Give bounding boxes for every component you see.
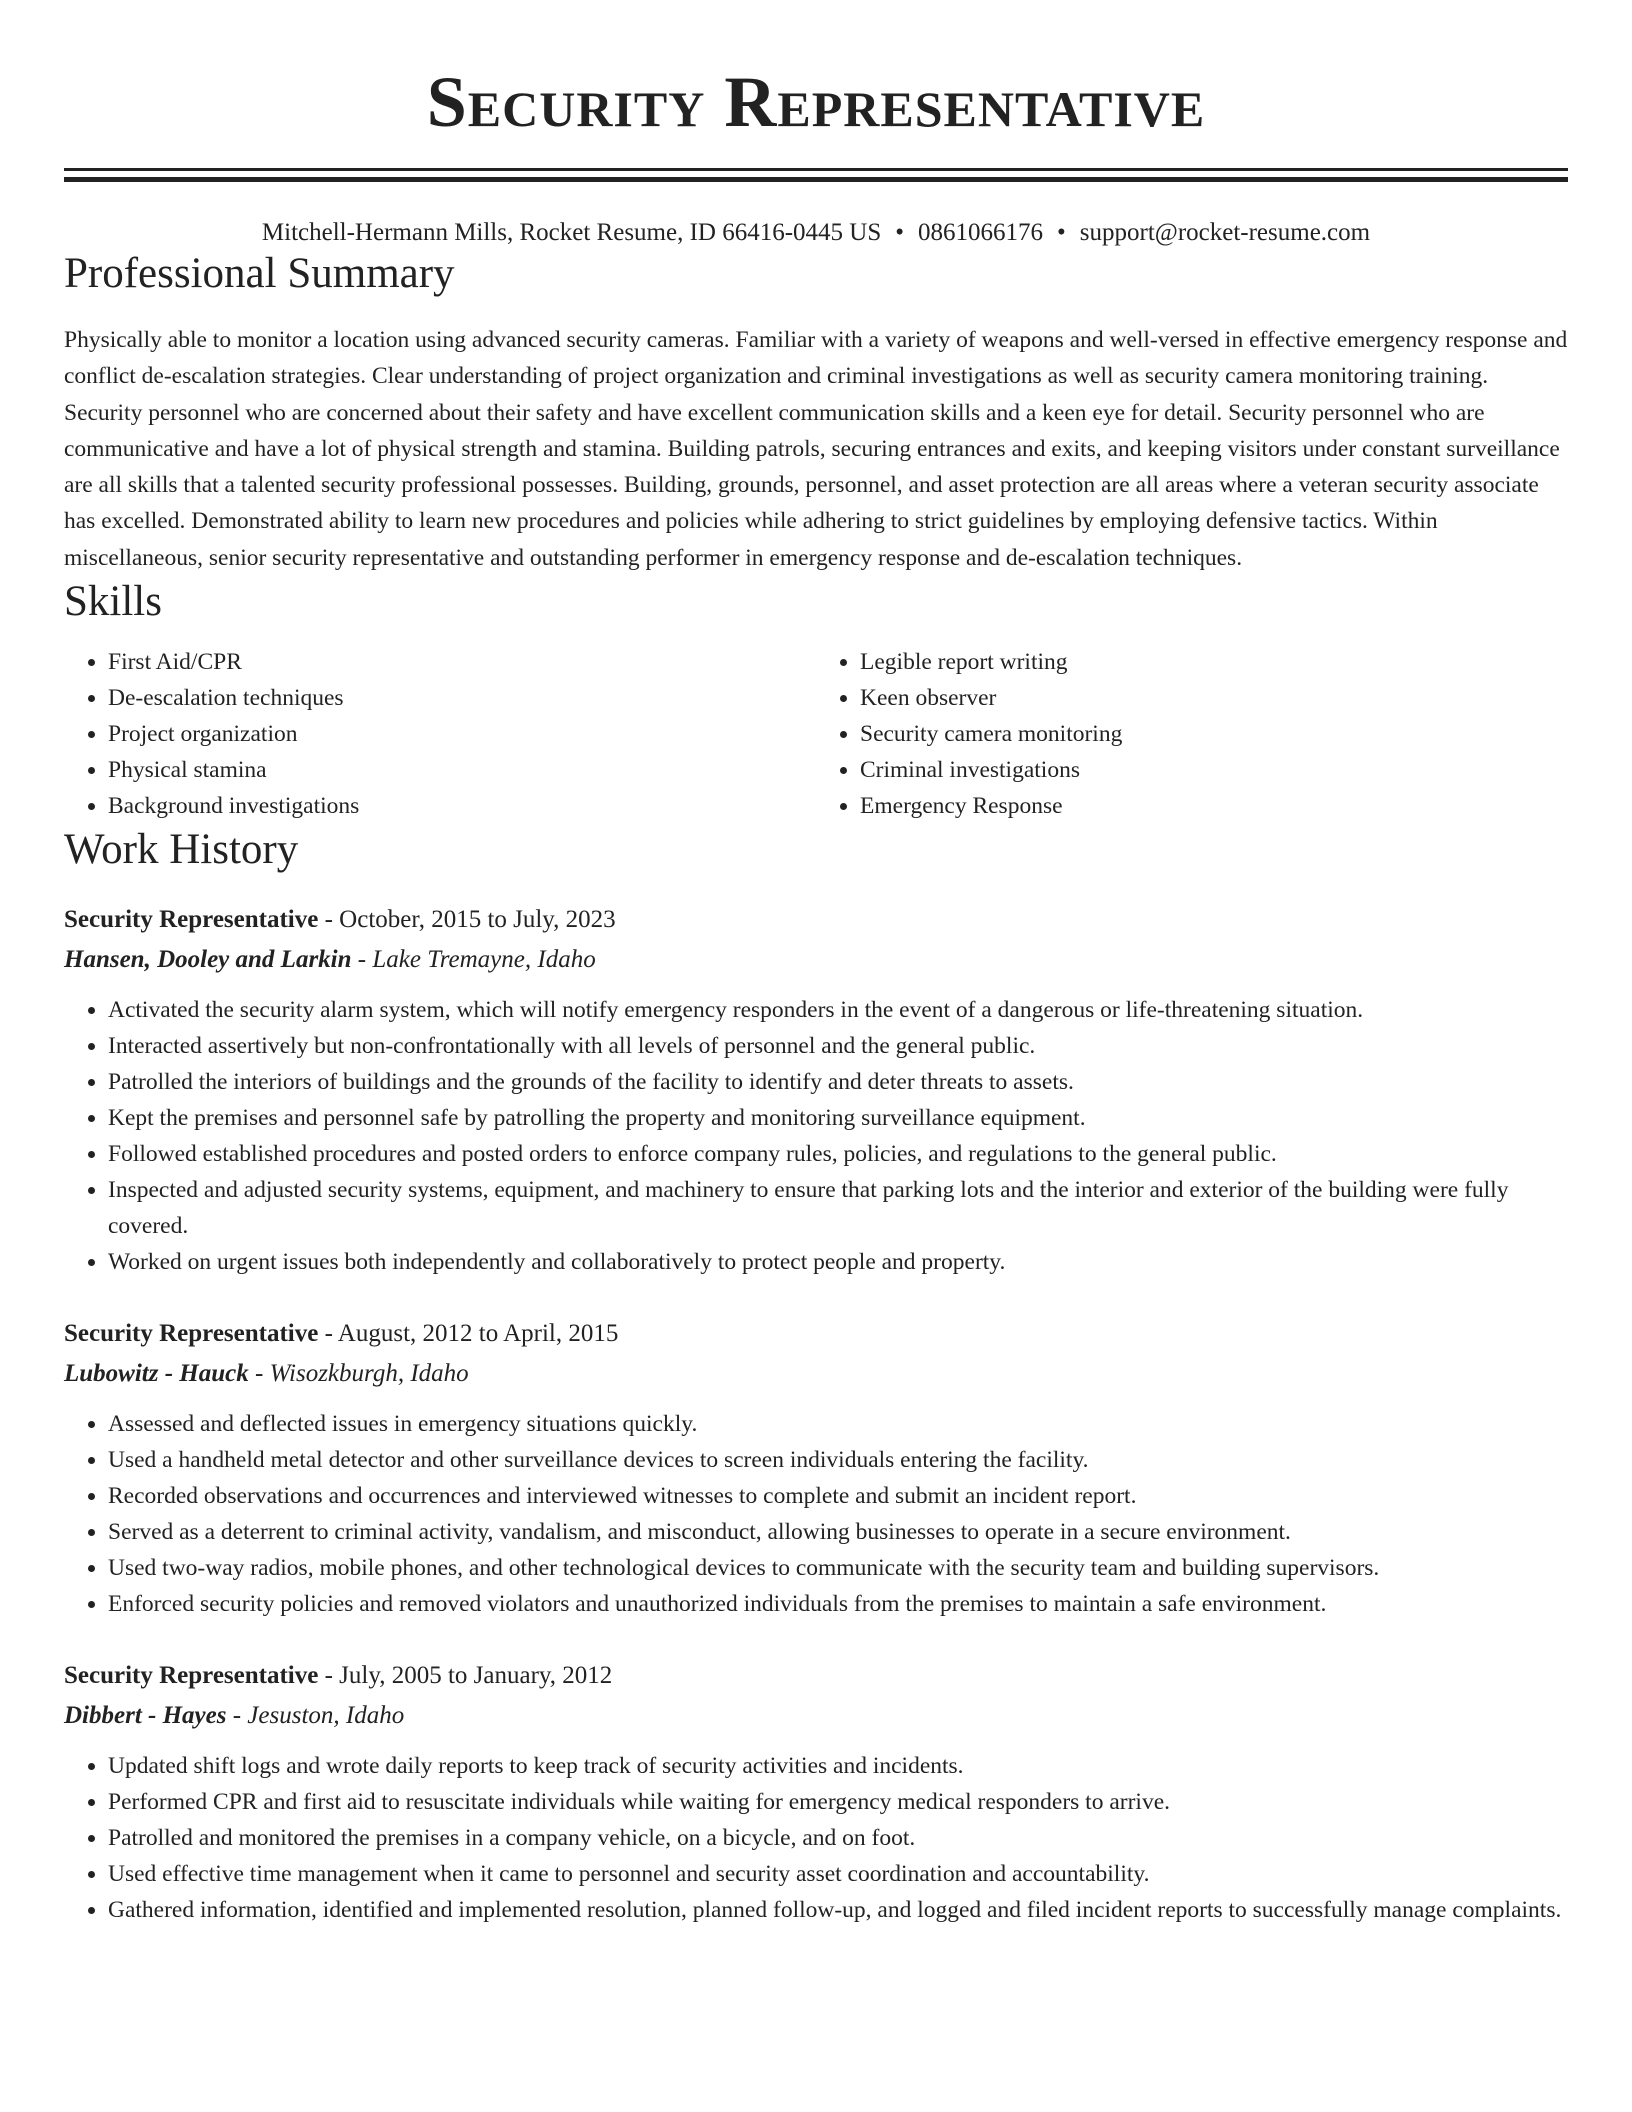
job-dash: - <box>351 946 373 974</box>
contact-line <box>64 218 1568 248</box>
job-company: Lubowitz - Hauck <box>64 1360 249 1388</box>
job-duty-item: • Followed established procedures and posted orders to enforce company rules, policies, and regulations to the general public. <box>108 1136 1568 1172</box>
professional-summary-section <box>64 248 1568 576</box>
job-duty-item: • Recorded observations and occurrences and interviewed witnesses to complete and submit an incident report. <box>108 1478 1568 1514</box>
skills-list-left <box>64 644 816 824</box>
job-entry <box>64 1656 1568 1928</box>
skill-item: • Background investigations <box>108 788 816 824</box>
skills-grid <box>64 644 1568 824</box>
job-duties-list <box>64 992 1568 1280</box>
job-duty-item: • Activated the security alarm system, which will notify emergency responders in the event of a dangerous or life-threatening situation. <box>108 992 1568 1028</box>
job-duty-item: • Inspected and adjusted security systems, equipment, and machinery to ensure that parking lots and the interior and exterior of the building were fully covered. <box>108 1172 1568 1244</box>
contact-address: Mitchell-Hermann Mills, Rocket Resume, ID 66416-0445 US <box>261 219 882 246</box>
job-duties-list <box>64 1748 1568 1928</box>
job-dates: August, 2012 to April, 2015 <box>337 1320 619 1348</box>
job-entry <box>64 900 1568 1280</box>
job-title: Security Representative <box>64 906 319 934</box>
job-employer-line <box>64 1696 1568 1736</box>
job-duty-item: • Interacted assertively but non-confrontationally with all levels of personnel and the general public. <box>108 1028 1568 1064</box>
skills-column-right <box>816 644 1568 824</box>
job-duty-item: • Served as a deterrent to criminal activity, vandalism, and misconduct, allowing businesses to operate in a secure environment. <box>108 1514 1568 1550</box>
job-dash: - <box>318 1320 338 1348</box>
job-dash: - <box>318 906 340 934</box>
skill-item: • First Aid/CPR <box>108 644 816 680</box>
job-duty-item: • Kept the premises and personnel safe by patrolling the property and monitoring surveillance equipment. <box>108 1100 1568 1136</box>
job-location: Lake Tremayne, Idaho <box>372 946 596 974</box>
skill-item: • Legible report writing <box>860 644 1568 680</box>
job-location: Jesuston, Idaho <box>247 1702 405 1730</box>
job-dash: - <box>248 1360 270 1388</box>
job-dates: October, 2015 to July, 2023 <box>339 906 616 934</box>
job-title: Security Representative <box>64 1662 319 1690</box>
skill-item: • Security camera monitoring <box>860 716 1568 752</box>
job-duty-item: • Updated shift logs and wrote daily reports to keep track of security activities and incidents. <box>108 1748 1568 1784</box>
skills-list-right <box>816 644 1568 824</box>
section-title-skills: Skills <box>64 578 162 626</box>
job-location: Wisozkburgh, Idaho <box>269 1360 469 1388</box>
job-duty-item: • Assessed and deflected issues in emergency situations quickly. <box>108 1406 1568 1442</box>
section-title-summary: Professional Summary <box>64 250 455 297</box>
header-divider-thin <box>64 168 1568 171</box>
resume-name-heading: Security Representative <box>426 62 1206 142</box>
job-employer-line <box>64 1354 1568 1394</box>
skill-item: • Criminal investigations <box>860 752 1568 788</box>
job-duty-item: • Patrolled and monitored the premises in a company vehicle, on a bicycle, and on foot. <box>108 1820 1568 1856</box>
job-duty-item: • Gathered information, identified and implemented resolution, planned follow-up, and logged and filed incident reports to successfully manage complaints. <box>108 1892 1568 1928</box>
job-duty-item: • Patrolled the interiors of buildings and the grounds of the facility to identify and deter threats to assets. <box>108 1064 1568 1100</box>
job-duty-item: • Enforced security policies and removed violators and unauthorized individuals from the premises to maintain a safe environment. <box>108 1586 1568 1622</box>
job-duty-item: • Used effective time management when it came to personnel and security asset coordination and accountability. <box>108 1856 1568 1892</box>
summary-text: Physically able to monitor a location using advanced security cameras. Familiar with a variety of weapons and well-versed in effective emergency response and conflict de-escalation strategies. Clear understanding of project organization and criminal investigations as well as security camera monitoring training. Security personnel who are concerned about their safety and have excellent communication skills and a keen eye for detail. Security personnel who are communicative and have a lot of physical strength and stamina. Building patrols, securing entrances and exits, and keeping visitors under constant surveillance are all skills that a talented security professional possesses. Building, grounds, personnel, and asset protection are all areas where a veteran security associate has excelled. Demonstrated ability to learn new procedures and policies while adhering to strict guidelines by employing defensive tactics. Within miscellaneous, senior security representative and outstanding performer in emergency response and de-escalation techniques. <box>64 327 1568 571</box>
job-duty-item: • Used two-way radios, mobile phones, and other technological devices to communicate with the security team and building supervisors. <box>108 1550 1568 1586</box>
job-company: Hansen, Dooley and Larkin <box>64 946 352 974</box>
job-heading <box>64 1656 1568 1696</box>
job-duty-item: • Worked on urgent issues both independently and collaboratively to protect people and property. <box>108 1244 1568 1280</box>
skill-item: • Project organization <box>108 716 816 752</box>
job-duties-list <box>64 1406 1568 1622</box>
header-divider-thick <box>64 177 1568 182</box>
skill-item: • Keen observer <box>860 680 1568 716</box>
work-history-section <box>64 824 1568 1928</box>
job-title: Security Representative <box>64 1320 319 1348</box>
skills-section <box>64 576 1568 824</box>
job-employer-line <box>64 940 1568 980</box>
section-title-work-history: Work History <box>64 826 299 874</box>
skill-item: • Physical stamina <box>108 752 816 788</box>
contact-email[interactable]: support@rocket-resume.com <box>1079 219 1371 246</box>
job-duty-item: • Performed CPR and first aid to resuscitate individuals while waiting for emergency medical responders to arrive. <box>108 1784 1568 1820</box>
job-company: Dibbert - Hayes <box>64 1702 227 1730</box>
job-duty-item: • Used a handheld metal detector and other surveillance devices to screen individuals entering the facility. <box>108 1442 1568 1478</box>
job-dates: July, 2005 to January, 2012 <box>339 1662 613 1690</box>
job-dash: - <box>226 1702 248 1730</box>
contact-phone: 0861066176 <box>918 219 1044 246</box>
skills-column-left <box>64 644 816 824</box>
contact-separator: • <box>1057 219 1066 246</box>
job-entry <box>64 1314 1568 1622</box>
job-heading <box>64 1314 1568 1354</box>
skill-item: • Emergency Response <box>860 788 1568 824</box>
job-heading <box>64 900 1568 940</box>
skill-item: • De-escalation techniques <box>108 680 816 716</box>
job-dash: - <box>318 1662 340 1690</box>
contact-separator: • <box>895 219 905 246</box>
